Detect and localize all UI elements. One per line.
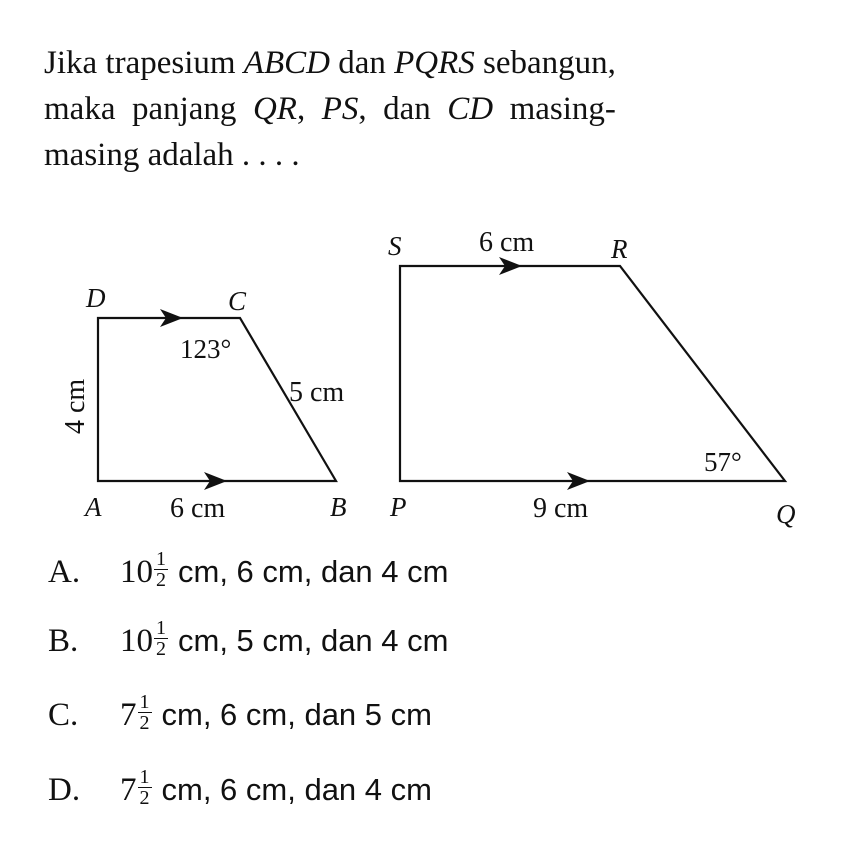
option-text: cm, 6 cm, dan 5 cm — [161, 696, 432, 732]
q-abcd: ABCD — [243, 45, 330, 81]
option-fraction — [154, 549, 168, 590]
vertex-label-d: D — [86, 283, 106, 313]
q-text: , — [296, 91, 322, 127]
option-letter: B. — [48, 622, 79, 659]
option-letter: A. — [48, 553, 81, 590]
side-label-pq: 9 cm — [533, 493, 589, 524]
q-text: , dan — [358, 91, 448, 127]
option-text: cm, 6 cm, dan 4 cm — [178, 553, 449, 589]
option-fraction — [138, 692, 152, 733]
side-label-bc: 5 cm — [289, 377, 345, 408]
angle-label-q: 57° — [704, 447, 742, 477]
side-label-sr: 6 cm — [479, 227, 535, 258]
fraction-numerator: 1 — [156, 548, 166, 570]
side-label-ad: 4 cm — [60, 378, 91, 434]
option-letter: D. — [48, 771, 81, 808]
option-whole: 10 — [120, 553, 153, 590]
q-cd: CD — [447, 91, 494, 127]
fraction-numerator: 1 — [139, 691, 150, 713]
fraction-denominator: 2 — [139, 712, 150, 734]
q-qr: QR — [252, 91, 297, 127]
option-b[interactable] — [48, 617, 449, 661]
trapezoid-pqrs — [388, 227, 796, 529]
option-text: cm, 5 cm, dan 4 cm — [178, 622, 449, 658]
option-whole: 7 — [120, 696, 137, 733]
fraction-numerator: 1 — [156, 617, 166, 639]
option-d[interactable] — [48, 766, 432, 810]
vertex-label-a: A — [85, 492, 102, 522]
option-fraction — [154, 618, 168, 659]
option-c[interactable] — [48, 691, 432, 735]
vertex-label-r: R — [611, 234, 628, 264]
q-text: masing- — [493, 91, 616, 127]
vertex-label-q: Q — [776, 499, 796, 529]
option-a[interactable] — [48, 548, 449, 592]
option-whole: 7 — [120, 771, 137, 808]
q-text: Jika trapesium — [44, 45, 244, 81]
question-line-3: masing adalah . . . . — [44, 137, 300, 173]
angle-label-c: 123° — [180, 334, 232, 364]
q-ps: PS — [321, 91, 359, 127]
side-label-ab: 6 cm — [170, 493, 226, 524]
option-text: cm, 6 cm, dan 4 cm — [161, 771, 432, 807]
vertex-label-p: P — [390, 492, 407, 522]
vertex-label-s: S — [388, 231, 402, 261]
q-text: sebangun, — [474, 45, 616, 81]
option-whole: 10 — [120, 622, 153, 659]
option-fraction — [138, 767, 152, 808]
q-text: maka panjang — [44, 91, 253, 127]
fraction-denominator: 2 — [139, 787, 150, 809]
q-text: dan — [329, 45, 395, 81]
fraction-denominator: 2 — [156, 638, 166, 660]
option-letter: C. — [48, 696, 79, 733]
q-pqrs: PQRS — [394, 45, 475, 81]
fraction-numerator: 1 — [139, 766, 150, 788]
fraction-denominator: 2 — [156, 569, 166, 591]
trapezoid-abcd — [60, 283, 347, 524]
vertex-label-c: C — [228, 286, 247, 316]
vertex-label-b: B — [330, 492, 347, 522]
